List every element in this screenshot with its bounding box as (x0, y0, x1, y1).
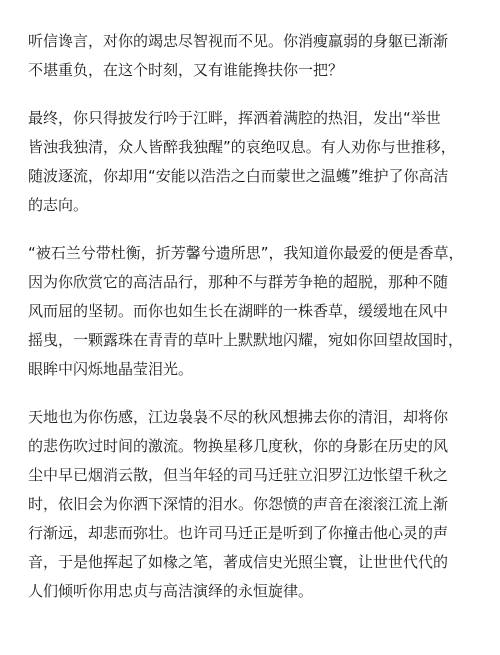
text-line: 天地也为你伤感，江边袅袅不尽的秋风想拂去你的清泪，却将你 (28, 408, 449, 426)
paragraph-1 (28, 27, 474, 85)
paragraph-3 (28, 239, 474, 384)
paragraph-2 (28, 104, 474, 220)
text-line: 眼眸中闪烁地晶莹泪光。 (28, 360, 194, 378)
text-line: 最终，你只得披发行吟于江畔，挥洒着满腔的热泪，发出“举世 (28, 109, 441, 127)
paragraph-4 (28, 403, 474, 606)
text-line: 人们倾听你用忠贞与高洁演绎的永恒旋律。 (28, 582, 314, 600)
text-line: 摇曳，一颗露珠在青青的草叶上默默地闪耀，宛如你回望故国时， (28, 331, 464, 349)
text-line: 的志向。 (28, 196, 89, 214)
document-body (28, 27, 474, 606)
text-line: 尘中早已烟消云散，但当年轻的司马迁驻立汨罗江边怅望千秋之 (28, 466, 449, 484)
text-line: 皆浊我独清，众人皆醉我独醒”的哀绝叹息。有人劝你与世推移， (28, 138, 456, 156)
text-line: 听信谗言，对你的竭忠尽智视而不见。你消瘦羸弱的身躯已渐渐 (28, 32, 449, 50)
text-line: 时，依旧会为你洒下深情的泪水。你怨愤的声音在滚滚江流上渐 (28, 495, 449, 513)
text-line: 的悲伤吹过时间的激流。物换星移几度秋，你的身影在历史的风 (28, 437, 449, 455)
paragraph-spacer (28, 220, 474, 239)
text-line: 因为你欣赏它的高洁品行，那种不与群芳争艳的超脱，那种不随 (28, 273, 449, 291)
text-line: 随波逐流，你却用“安能以浩浩之白而蒙世之温蠖”维护了你高洁 (28, 167, 449, 185)
text-line: 风而屈的坚韧。而你也如生长在湖畔的一株香草，缓缓地在风中 (28, 302, 449, 320)
text-line: 音，于是他挥起了如椽之笔，著成信史光照尘寰，让世世代代的 (28, 553, 449, 571)
text-line: 行渐远，却悲而弥壮。也许司马迁正是听到了你撞击他心灵的声 (28, 524, 449, 542)
paragraph-spacer (28, 85, 474, 104)
paragraph-spacer (28, 384, 474, 403)
text-line: “被石兰兮带杜衡，折芳馨兮遗所思”，我知道你最爱的便是香草， (28, 244, 464, 262)
text-line: 不堪重负，在这个时刻，又有谁能搀扶你一把？ (28, 61, 344, 79)
